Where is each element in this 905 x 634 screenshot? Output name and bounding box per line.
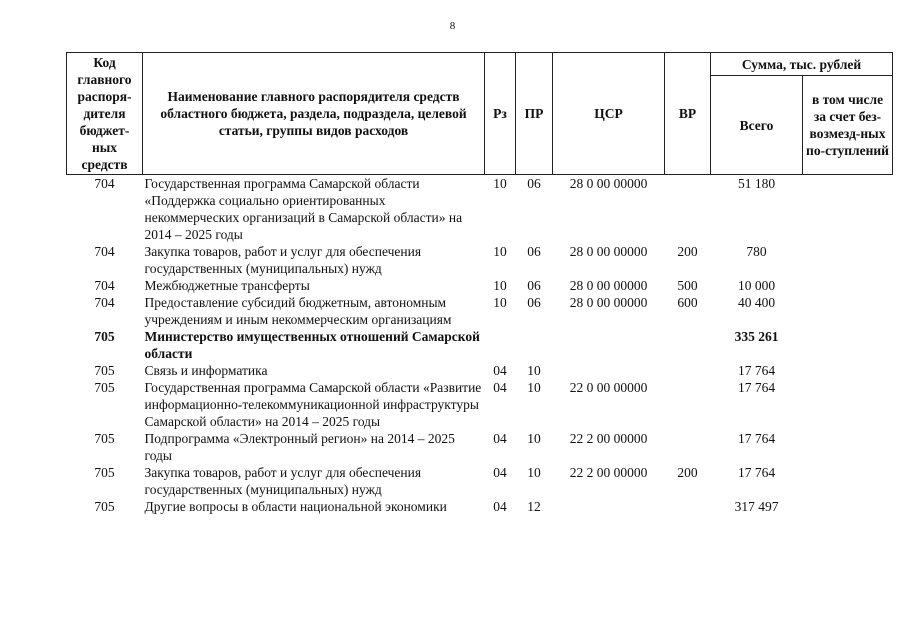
cell-name: Закупка товаров, работ и услуг для обеспечения государственных (муниципальных) нужд	[144, 244, 422, 276]
cell-vr	[665, 362, 711, 379]
header-pr: ПР	[516, 53, 553, 175]
cell-vr: 600	[677, 295, 698, 310]
cell-csr: 22 2 00 00000	[569, 465, 648, 480]
cell-rz: 10	[493, 278, 507, 293]
table-row	[67, 430, 893, 464]
header-incl: в том числе за счет без-возмезд-ных по-ступлений	[803, 76, 893, 175]
cell-code: 705	[94, 380, 115, 395]
table-row	[67, 464, 893, 498]
cell-csr	[553, 498, 665, 515]
cell-rz: 10	[493, 295, 507, 310]
cell-csr: 22 0 00 00000	[569, 380, 648, 395]
table-row	[67, 243, 893, 277]
cell-name: Межбюджетные трансферты	[144, 278, 310, 293]
cell-total: 17 764	[737, 465, 776, 480]
cell-rz: 04	[493, 465, 507, 480]
cell-incl	[803, 362, 893, 379]
cell-name: Предоставление субсидий бюджетным, автономным учреждениям и иным некоммерческим организациям	[144, 295, 452, 327]
cell-pr: 10	[527, 380, 541, 395]
cell-name: Закупка товаров, работ и услуг для обеспечения государственных (муниципальных) нужд	[144, 465, 422, 497]
cell-name: Государственная программа Самарской области «Развитие информационно-телекоммуникационной инфраструктуры Самарской области» на 2014 – 2025 годы	[144, 380, 482, 429]
cell-vr: 200	[677, 244, 698, 259]
cell-code: 704	[94, 295, 115, 310]
header-csr: ЦСР	[553, 53, 665, 175]
cell-csr	[553, 362, 665, 379]
cell-name: Министерство имущественных отношений Самарской области	[144, 329, 480, 361]
cell-total: 10 000	[737, 278, 776, 293]
cell-total: 17 764	[737, 363, 776, 378]
cell-csr: 28 0 00 00000	[569, 278, 648, 293]
cell-incl	[803, 430, 893, 464]
cell-incl	[803, 464, 893, 498]
cell-name: Связь и информатика	[144, 363, 268, 378]
cell-pr: 06	[527, 176, 541, 191]
cell-code: 704	[94, 176, 115, 191]
cell-vr	[665, 328, 711, 362]
page-number: 8	[449, 20, 456, 32]
header-name: Наименование главного распорядителя средств областного бюджета, раздела, подраздела, целевой статьи, группы видов расходов	[143, 53, 485, 175]
cell-rz: 04	[493, 431, 507, 446]
cell-pr: 06	[527, 244, 541, 259]
header-sum: Сумма, тыс. рублей	[711, 53, 893, 76]
cell-total: 317 497	[734, 499, 779, 514]
cell-incl	[803, 277, 893, 294]
cell-vr: 500	[677, 278, 698, 293]
cell-code: 705	[94, 431, 115, 446]
cell-incl	[803, 498, 893, 515]
table-row	[67, 379, 893, 430]
table-row	[67, 277, 893, 294]
cell-total: 51 180	[737, 176, 776, 191]
cell-code: 705	[94, 329, 115, 344]
cell-total: 335 261	[734, 329, 779, 344]
cell-csr	[553, 328, 665, 362]
cell-code: 705	[94, 465, 115, 480]
cell-vr	[665, 498, 711, 515]
cell-incl	[803, 294, 893, 328]
cell-csr: 28 0 00 00000	[569, 176, 648, 191]
table-row	[67, 294, 893, 328]
cell-code: 704	[94, 278, 115, 293]
cell-total: 40 400	[737, 295, 776, 310]
cell-rz: 04	[493, 363, 507, 378]
cell-total: 17 764	[737, 380, 776, 395]
cell-incl	[803, 328, 893, 362]
cell-pr	[516, 328, 553, 362]
cell-rz	[485, 328, 516, 362]
table-row	[67, 328, 893, 362]
cell-pr: 06	[527, 278, 541, 293]
header-vr: ВР	[665, 53, 711, 175]
cell-total: 780	[746, 244, 767, 259]
cell-pr: 10	[527, 465, 541, 480]
table-row	[67, 175, 893, 244]
table-body	[67, 175, 893, 516]
cell-vr	[665, 175, 711, 244]
cell-incl	[803, 243, 893, 277]
cell-name: Другие вопросы в области национальной экономики	[144, 499, 447, 514]
cell-name: Подпрограмма «Электронный регион» на 2014 – 2025 годы	[144, 431, 455, 463]
cell-total: 17 764	[737, 431, 776, 446]
cell-csr: 28 0 00 00000	[569, 244, 648, 259]
cell-incl	[803, 379, 893, 430]
header-code: Код главного распоря-дителя бюджет-ных средств	[67, 53, 143, 175]
cell-pr: 12	[527, 499, 541, 514]
budget-table	[66, 52, 893, 515]
cell-pr: 10	[527, 363, 541, 378]
cell-rz: 10	[493, 176, 507, 191]
cell-vr	[665, 379, 711, 430]
cell-vr: 200	[677, 465, 698, 480]
table-row	[67, 498, 893, 515]
table-row	[67, 362, 893, 379]
table-header	[67, 53, 893, 175]
cell-pr: 10	[527, 431, 541, 446]
cell-rz: 10	[493, 244, 507, 259]
cell-name: Государственная программа Самарской области «Поддержка социально ориентированных некоммерческих организаций в Самарской области» на 2014 – 2025 годы	[144, 176, 463, 242]
cell-csr: 22 2 00 00000	[569, 431, 648, 446]
header-total: Всего	[711, 76, 803, 175]
header-rz: Рз	[485, 53, 516, 175]
cell-code: 704	[94, 244, 115, 259]
cell-code: 705	[94, 363, 115, 378]
cell-rz: 04	[493, 499, 507, 514]
cell-pr: 06	[527, 295, 541, 310]
cell-code: 705	[94, 499, 115, 514]
cell-csr: 28 0 00 00000	[569, 295, 648, 310]
cell-vr	[665, 430, 711, 464]
cell-incl	[803, 175, 893, 244]
cell-rz: 04	[493, 380, 507, 395]
